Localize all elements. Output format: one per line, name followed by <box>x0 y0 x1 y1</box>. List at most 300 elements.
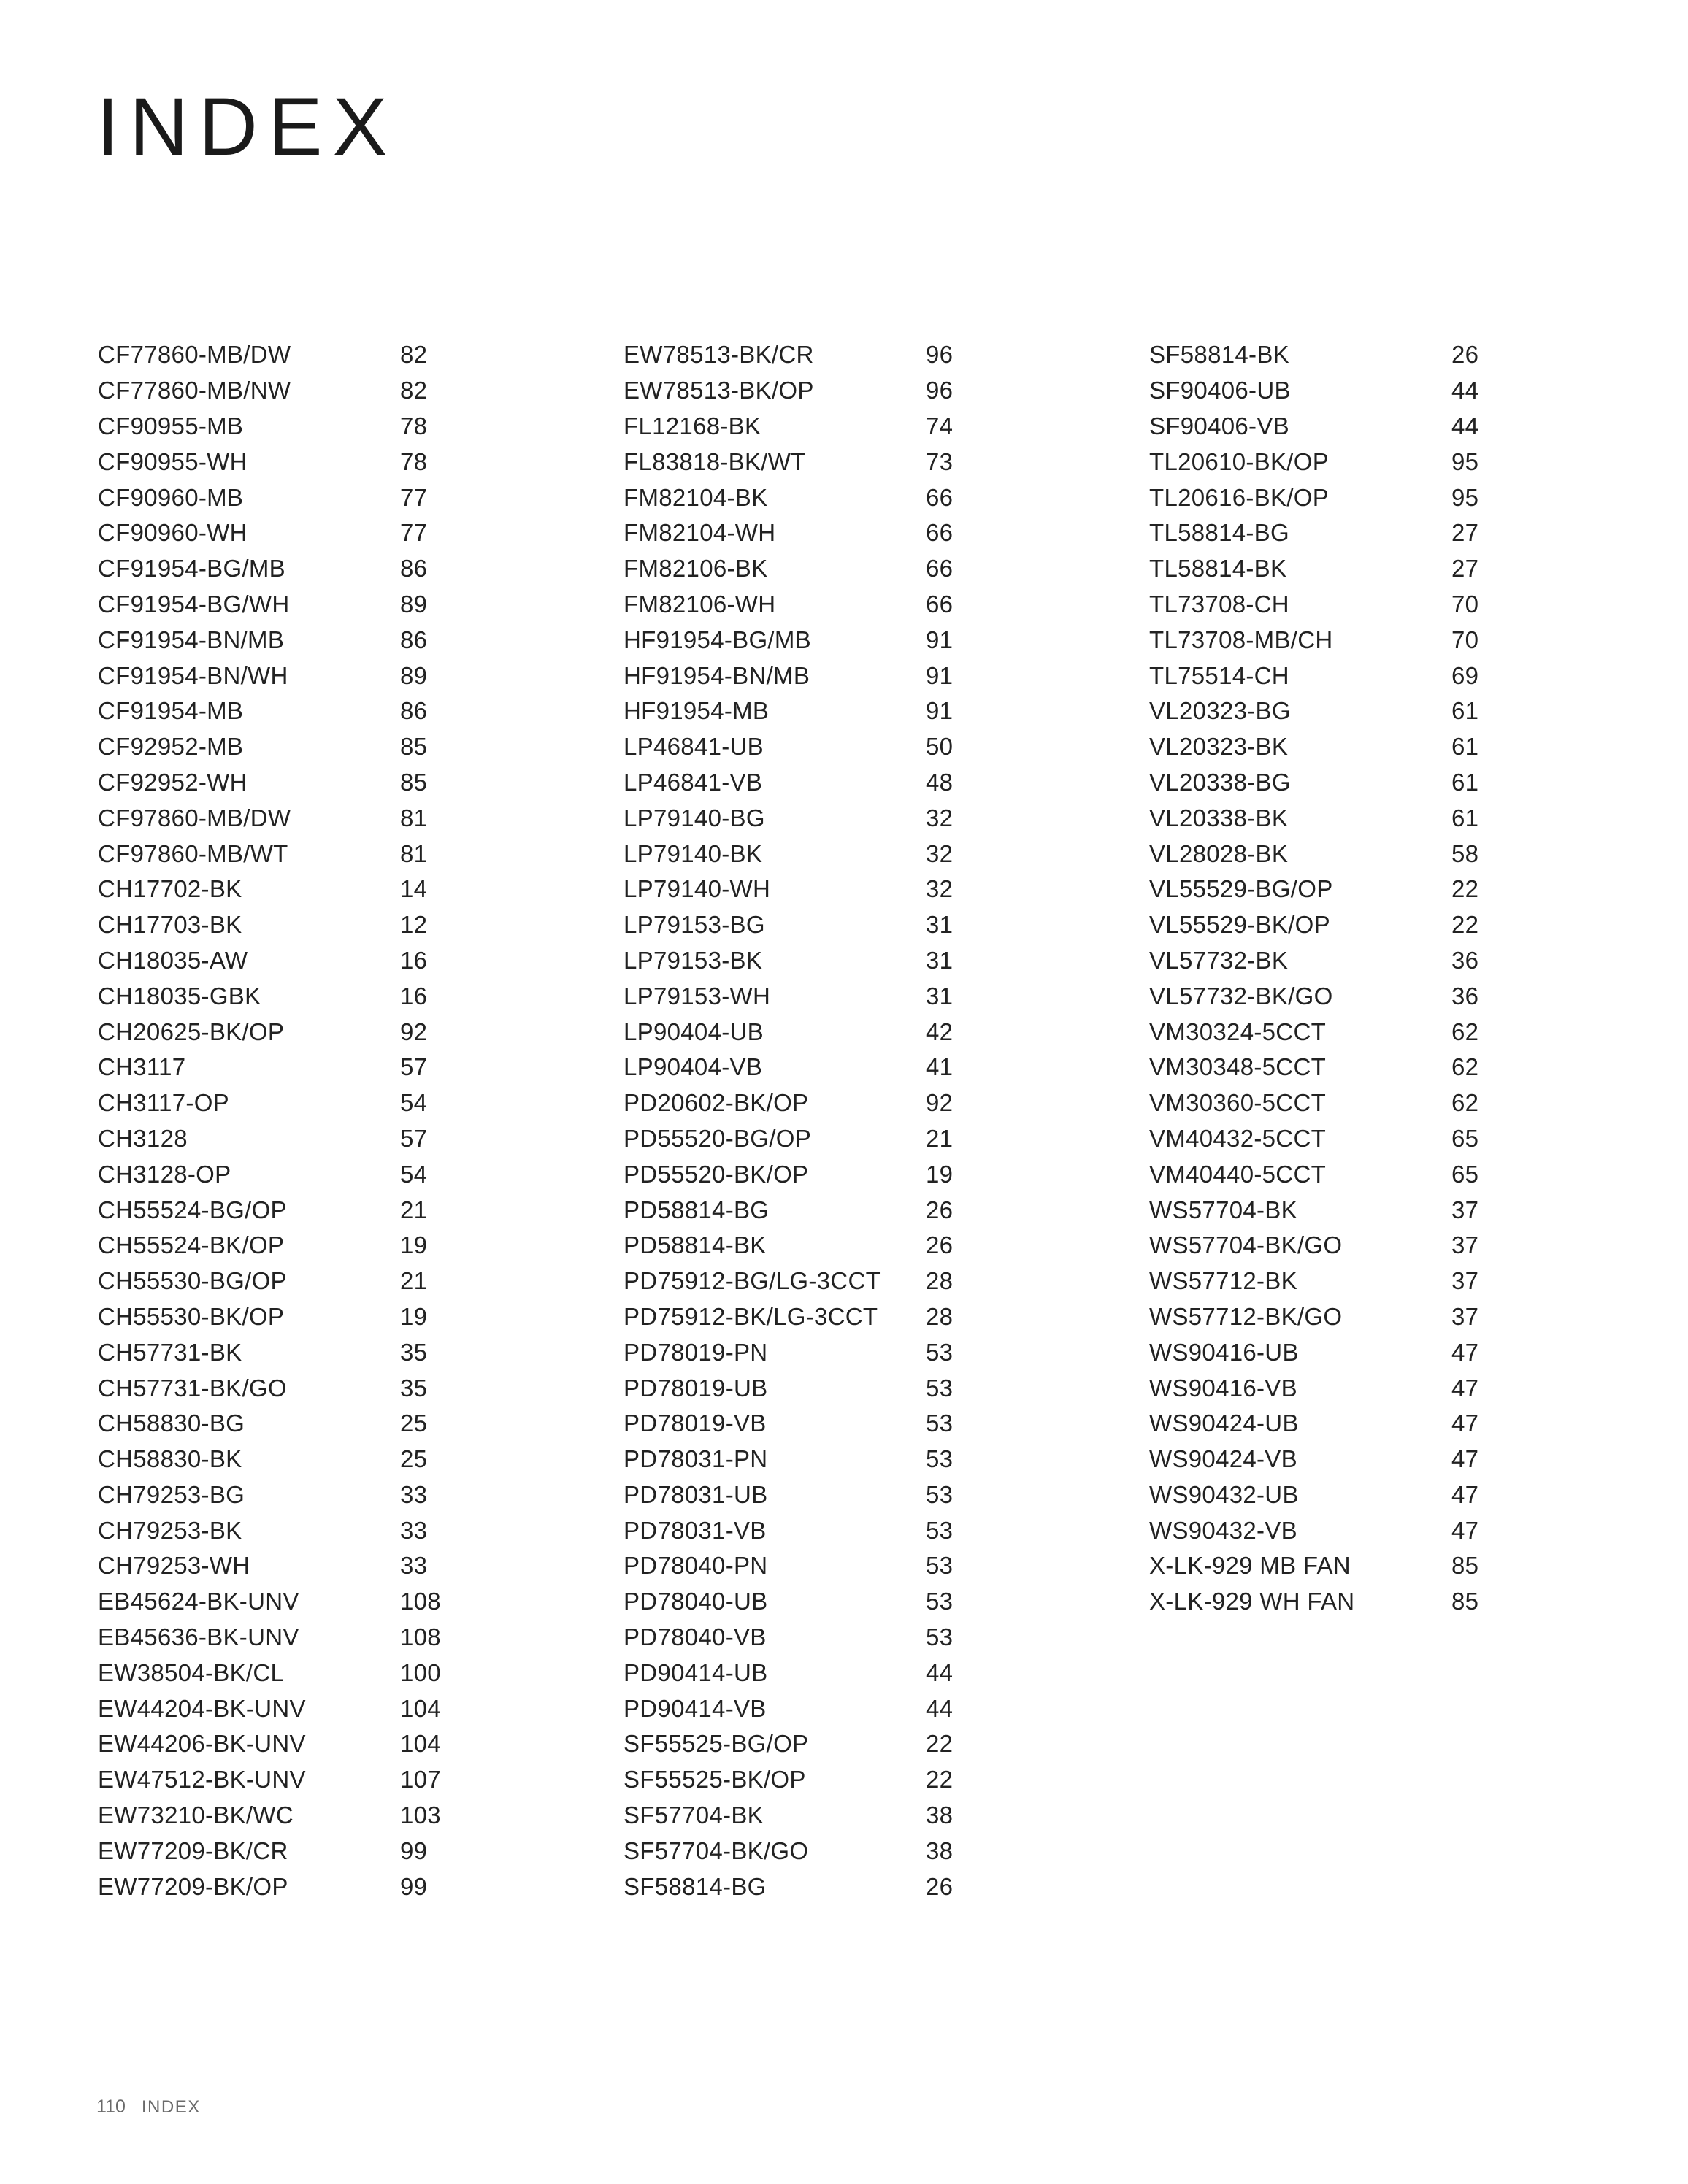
product-code: EW44204-BK-UNV <box>98 1694 306 1722</box>
product-code: FL83818-BK/WT <box>624 447 806 475</box>
product-code: CF92952-WH <box>98 768 248 796</box>
index-entry <box>624 693 1105 729</box>
product-code: X-LK-929 MB FAN <box>1149 1552 1351 1580</box>
index-entry <box>1149 1442 1631 1477</box>
page-reference: 38 <box>926 1837 954 1864</box>
index-entry <box>624 1691 1105 1726</box>
product-code: PD78031-VB <box>624 1516 767 1544</box>
page-reference: 54 <box>400 1089 428 1117</box>
page-reference: 37 <box>1451 1302 1479 1330</box>
page-reference: 19 <box>400 1302 428 1330</box>
product-code: X-LK-929 WH FAN <box>1149 1588 1355 1615</box>
page-reference: 62 <box>1451 1089 1479 1117</box>
index-entry <box>624 765 1105 801</box>
product-code: CH55530-BG/OP <box>98 1267 287 1295</box>
product-code: WS57712-BK <box>1149 1267 1297 1295</box>
product-code: CF91954-BN/MB <box>98 626 285 653</box>
product-code: PD58814-BK <box>624 1231 767 1259</box>
page-reference: 66 <box>926 590 954 618</box>
index-entry <box>624 1655 1105 1691</box>
index-entry <box>624 1584 1105 1620</box>
product-code: PD90414-VB <box>624 1694 767 1722</box>
product-code: CF97860-MB/DW <box>98 804 291 831</box>
product-code: TL73708-MB/CH <box>1149 626 1333 653</box>
index-entry <box>98 978 580 1014</box>
page-reference: 86 <box>400 555 428 582</box>
index-entry <box>624 1512 1105 1548</box>
index-entry <box>624 409 1105 445</box>
page-reference: 96 <box>926 377 954 404</box>
index-entry <box>98 1228 580 1264</box>
index-entry <box>624 622 1105 658</box>
product-code: LP46841-VB <box>624 768 763 796</box>
product-code: TL58814-BG <box>1149 519 1289 547</box>
index-entry <box>1149 1121 1631 1157</box>
page-reference: 44 <box>926 1658 954 1686</box>
product-code: CH3117 <box>98 1053 186 1081</box>
page-reference: 81 <box>400 804 428 831</box>
index-entry <box>624 1192 1105 1228</box>
product-code: CH3128 <box>98 1124 188 1152</box>
index-entry <box>98 1798 580 1834</box>
page-reference: 107 <box>400 1766 441 1793</box>
page-reference: 27 <box>1451 519 1479 547</box>
index-entry <box>624 1762 1105 1798</box>
product-code: EW78513-BK/OP <box>624 377 814 404</box>
product-code: TL58814-BK <box>1149 555 1287 582</box>
product-code: PD78040-UB <box>624 1588 768 1615</box>
page-reference: 57 <box>400 1124 428 1152</box>
product-code: SF57704-BK <box>624 1802 764 1829</box>
page-reference: 70 <box>1451 590 1479 618</box>
page-reference: 77 <box>400 519 428 547</box>
page-reference: 66 <box>926 483 954 511</box>
product-code: VM30348-5CCT <box>1149 1053 1327 1081</box>
product-code: VL55529-BG/OP <box>1149 875 1333 903</box>
page-reference: 78 <box>400 412 428 439</box>
page-reference: 104 <box>400 1730 441 1758</box>
index-entry <box>1149 337 1631 373</box>
index-entry <box>98 1406 580 1442</box>
page-reference: 26 <box>926 1196 954 1223</box>
index-entry <box>98 1085 580 1121</box>
page-reference: 108 <box>400 1623 441 1651</box>
index-entry <box>98 1512 580 1548</box>
index-entry <box>98 836 580 872</box>
index-entry <box>98 515 580 551</box>
page-reference: 104 <box>400 1694 441 1722</box>
index-entry <box>624 1548 1105 1584</box>
index-entry <box>98 1442 580 1477</box>
page-reference: 37 <box>1451 1231 1479 1259</box>
page-reference: 47 <box>1451 1480 1479 1508</box>
product-code: CH79253-BK <box>98 1516 242 1544</box>
page-reference: 82 <box>400 341 428 369</box>
product-code: WS90432-VB <box>1149 1516 1297 1544</box>
page-reference: 53 <box>926 1516 954 1544</box>
index-entry <box>624 444 1105 480</box>
product-code: LP79140-BK <box>624 839 763 867</box>
index-entry <box>624 1442 1105 1477</box>
page-reference: 91 <box>926 626 954 653</box>
product-code: SF58814-BG <box>624 1872 767 1900</box>
page-reference: 53 <box>926 1588 954 1615</box>
index-entry <box>98 551 580 587</box>
page-reference: 53 <box>926 1552 954 1580</box>
product-code: CF91954-BG/WH <box>98 590 290 618</box>
product-code: PD78031-PN <box>624 1445 768 1473</box>
index-entry <box>1149 729 1631 765</box>
index-entry <box>1149 872 1631 907</box>
product-code: VL20338-BK <box>1149 804 1289 831</box>
page-reference: 25 <box>400 1445 428 1473</box>
index-entry <box>98 729 580 765</box>
page-reference: 69 <box>1451 661 1479 689</box>
page-reference: 41 <box>926 1053 954 1081</box>
index-entry <box>624 1726 1105 1762</box>
page-reference: 27 <box>1451 555 1479 582</box>
product-code: CF91954-BN/WH <box>98 661 288 689</box>
page-reference: 37 <box>1451 1196 1479 1223</box>
product-code: CF90955-MB <box>98 412 244 439</box>
index-entry <box>1149 409 1631 445</box>
index-entry <box>98 337 580 373</box>
product-code: CH58830-BG <box>98 1410 245 1437</box>
product-code: VL20323-BK <box>1149 733 1289 761</box>
product-code: CF92952-MB <box>98 733 244 761</box>
product-code: CF97860-MB/WT <box>98 839 288 867</box>
index-entry <box>98 1370 580 1406</box>
product-code: EW38504-BK/CL <box>98 1658 285 1686</box>
product-code: PD20602-BK/OP <box>624 1089 809 1117</box>
product-code: CF90960-WH <box>98 519 248 547</box>
product-code: CF90960-MB <box>98 483 244 511</box>
index-entry <box>98 765 580 801</box>
index-entry <box>624 1156 1105 1192</box>
product-code: PD78019-VB <box>624 1410 767 1437</box>
product-code: CF91954-MB <box>98 697 244 725</box>
index-entry <box>624 1228 1105 1264</box>
index-entry <box>98 480 580 515</box>
index-entry <box>1149 551 1631 587</box>
page-reference: 28 <box>926 1302 954 1330</box>
product-code: FM82106-BK <box>624 555 768 582</box>
page-reference: 89 <box>400 661 428 689</box>
page-reference: 85 <box>1451 1588 1479 1615</box>
index-entry <box>1149 1085 1631 1121</box>
page-reference: 85 <box>400 768 428 796</box>
page-reference: 92 <box>926 1089 954 1117</box>
index-entry <box>98 1833 580 1869</box>
index-entry <box>1149 765 1631 801</box>
index-entry <box>1149 515 1631 551</box>
page-reference: 44 <box>1451 412 1479 439</box>
index-entry <box>1149 800 1631 836</box>
index-entry <box>1149 1548 1631 1584</box>
product-code: FM82106-WH <box>624 590 776 618</box>
page-reference: 12 <box>400 911 428 939</box>
page-reference: 92 <box>400 1018 428 1045</box>
page-reference: 62 <box>1451 1053 1479 1081</box>
index-entry <box>98 622 580 658</box>
page-reference: 95 <box>1451 483 1479 511</box>
page-reference: 95 <box>1451 447 1479 475</box>
index-entry <box>1149 836 1631 872</box>
product-code: CH79253-WH <box>98 1552 250 1580</box>
product-code: LP79140-BG <box>624 804 765 831</box>
page-reference: 32 <box>926 839 954 867</box>
product-code: CH55524-BG/OP <box>98 1196 287 1223</box>
page-reference: 86 <box>400 626 428 653</box>
index-entry <box>98 1156 580 1192</box>
product-code: PD78040-PN <box>624 1552 768 1580</box>
page-reference: 44 <box>1451 377 1479 404</box>
index-entry <box>624 587 1105 623</box>
product-code: CH57731-BK <box>98 1338 242 1366</box>
index-entry <box>98 1548 580 1584</box>
page-reference: 66 <box>926 519 954 547</box>
index-entry <box>1149 480 1631 515</box>
page-reference: 22 <box>926 1730 954 1758</box>
page-reference: 16 <box>400 946 428 974</box>
page-reference: 19 <box>400 1231 428 1259</box>
index-entry <box>624 1370 1105 1406</box>
product-code: TL75514-CH <box>1149 661 1289 689</box>
index-entry <box>624 515 1105 551</box>
page-reference: 108 <box>400 1588 441 1615</box>
page-reference: 47 <box>1451 1445 1479 1473</box>
page-reference: 61 <box>1451 804 1479 831</box>
index-entry <box>624 1833 1105 1869</box>
index-entry <box>624 1299 1105 1335</box>
index-entry <box>1149 587 1631 623</box>
product-code: CH58830-BK <box>98 1445 242 1473</box>
page-reference: 47 <box>1451 1516 1479 1544</box>
index-entry <box>1149 1192 1631 1228</box>
index-entry <box>98 872 580 907</box>
page-reference: 36 <box>1451 982 1479 1010</box>
page-reference: 103 <box>400 1802 441 1829</box>
product-code: LP79153-WH <box>624 982 771 1010</box>
page-reference: 70 <box>1451 626 1479 653</box>
index-entry <box>1149 1264 1631 1299</box>
product-code: LP90404-UB <box>624 1018 764 1045</box>
page-reference: 19 <box>926 1160 954 1188</box>
product-code: CH20625-BK/OP <box>98 1018 285 1045</box>
page-reference: 22 <box>1451 875 1479 903</box>
index-entry <box>624 729 1105 765</box>
product-code: VL55529-BK/OP <box>1149 911 1330 939</box>
product-code: TL73708-CH <box>1149 590 1289 618</box>
page-reference: 86 <box>400 697 428 725</box>
page-reference: 35 <box>400 1374 428 1401</box>
product-code: FM82104-WH <box>624 519 776 547</box>
product-code: VM40432-5CCT <box>1149 1124 1327 1152</box>
page-reference: 47 <box>1451 1410 1479 1437</box>
index-entry <box>1149 978 1631 1014</box>
index-entry <box>1149 1512 1631 1548</box>
product-code: SF57704-BK/GO <box>624 1837 809 1864</box>
product-code: FM82104-BK <box>624 483 768 511</box>
product-code: PD55520-BK/OP <box>624 1160 809 1188</box>
index-entry <box>98 1050 580 1085</box>
product-code: HF91954-MB <box>624 697 770 725</box>
index-entry <box>1149 373 1631 409</box>
page-reference: 21 <box>400 1267 428 1295</box>
page-reference: 99 <box>400 1837 428 1864</box>
footer-section-label: INDEX <box>141 2097 201 2117</box>
page-reference: 85 <box>1451 1552 1479 1580</box>
index-entry <box>1149 1299 1631 1335</box>
page-reference: 33 <box>400 1552 428 1580</box>
page-reference: 91 <box>926 661 954 689</box>
index-entry <box>624 907 1105 943</box>
product-code: HF91954-BG/MB <box>624 626 811 653</box>
product-code: WS90416-UB <box>1149 1338 1299 1366</box>
product-code: VL20338-BG <box>1149 768 1291 796</box>
product-code: CH18035-AW <box>98 946 248 974</box>
index-entry <box>1149 1477 1631 1513</box>
product-code: WS57704-BK/GO <box>1149 1231 1343 1259</box>
product-code: CH55524-BK/OP <box>98 1231 285 1259</box>
index-entry <box>98 1264 580 1299</box>
index-entry <box>624 1334 1105 1370</box>
product-code: EW73210-BK/WC <box>98 1802 294 1829</box>
product-code: SF55525-BK/OP <box>624 1766 806 1793</box>
index-entry <box>1149 693 1631 729</box>
index-entry <box>1149 1334 1631 1370</box>
page-reference: 89 <box>400 590 428 618</box>
product-code: WS90416-VB <box>1149 1374 1297 1401</box>
index-entry <box>624 1264 1105 1299</box>
index-entry <box>624 373 1105 409</box>
product-code: WS90424-VB <box>1149 1445 1297 1473</box>
index-entry <box>98 800 580 836</box>
product-code: WS90432-UB <box>1149 1480 1299 1508</box>
product-code: VL57732-BK/GO <box>1149 982 1333 1010</box>
index-column-3 <box>1149 337 1631 1620</box>
index-entry <box>98 907 580 943</box>
product-code: WS57712-BK/GO <box>1149 1302 1343 1330</box>
index-entry <box>1149 1370 1631 1406</box>
index-entry <box>98 587 580 623</box>
page-reference: 31 <box>926 911 954 939</box>
product-code: PD90414-UB <box>624 1658 768 1686</box>
product-code: CH3128-OP <box>98 1160 231 1188</box>
page-reference: 53 <box>926 1480 954 1508</box>
product-code: LP79153-BG <box>624 911 765 939</box>
product-code: EW44206-BK-UNV <box>98 1730 306 1758</box>
page-reference: 31 <box>926 946 954 974</box>
product-code: VM40440-5CCT <box>1149 1160 1327 1188</box>
product-code: EW77209-BK/CR <box>98 1837 288 1864</box>
page-reference: 26 <box>1451 341 1479 369</box>
product-code: TL20610-BK/OP <box>1149 447 1330 475</box>
product-code: CF77860-MB/NW <box>98 377 291 404</box>
page-reference: 33 <box>400 1480 428 1508</box>
index-entry <box>98 409 580 445</box>
index-entry <box>624 943 1105 979</box>
product-code: SF90406-VB <box>1149 412 1289 439</box>
page-reference: 26 <box>926 1231 954 1259</box>
index-entry <box>624 1798 1105 1834</box>
index-entry <box>624 337 1105 373</box>
index-entry <box>624 872 1105 907</box>
index-entry <box>98 1334 580 1370</box>
index-entry <box>1149 444 1631 480</box>
product-code: CH17703-BK <box>98 911 242 939</box>
index-column-1 <box>98 337 580 1904</box>
index-entry <box>98 1869 580 1904</box>
product-code: PD75912-BG/LG-3CCT <box>624 1267 881 1295</box>
index-entry <box>624 1085 1105 1121</box>
index-entry <box>624 1620 1105 1656</box>
page-reference: 78 <box>400 447 428 475</box>
product-code: CH17702-BK <box>98 875 242 903</box>
index-entry <box>98 1121 580 1157</box>
page-reference: 54 <box>400 1160 428 1188</box>
page-footer <box>96 2096 201 2118</box>
product-code: CH57731-BK/GO <box>98 1374 287 1401</box>
page-reference: 66 <box>926 555 954 582</box>
index-entry <box>1149 1406 1631 1442</box>
product-code: WS57704-BK <box>1149 1196 1297 1223</box>
product-code: VL20323-BG <box>1149 697 1291 725</box>
footer-page-number: 110 <box>96 2096 126 2117</box>
product-code: LP90404-VB <box>624 1053 763 1081</box>
page-reference: 22 <box>1451 911 1479 939</box>
index-entry <box>624 1406 1105 1442</box>
product-code: FL12168-BK <box>624 412 761 439</box>
page-reference: 21 <box>926 1124 954 1152</box>
page-reference: 65 <box>1451 1160 1479 1188</box>
index-entry <box>624 1869 1105 1904</box>
page-reference: 53 <box>926 1410 954 1437</box>
product-code: EW77209-BK/OP <box>98 1872 288 1900</box>
product-code: VM30360-5CCT <box>1149 1089 1327 1117</box>
index-entry <box>1149 1156 1631 1192</box>
page-reference: 57 <box>400 1053 428 1081</box>
product-code: LP79140-WH <box>624 875 771 903</box>
product-code: PD78031-UB <box>624 1480 768 1508</box>
index-entry <box>624 1050 1105 1085</box>
index-entry <box>1149 943 1631 979</box>
product-code: LP46841-UB <box>624 733 764 761</box>
index-entry <box>98 658 580 693</box>
page-reference: 65 <box>1451 1124 1479 1152</box>
index-entry <box>98 1299 580 1335</box>
page-reference: 77 <box>400 483 428 511</box>
product-code: CH3117-OP <box>98 1089 229 1117</box>
page-reference: 38 <box>926 1802 954 1829</box>
page-reference: 91 <box>926 697 954 725</box>
product-code: HF91954-BN/MB <box>624 661 810 689</box>
page-reference: 61 <box>1451 733 1479 761</box>
product-code: EB45636-BK-UNV <box>98 1623 299 1651</box>
page-reference: 28 <box>926 1267 954 1295</box>
page-reference: 82 <box>400 377 428 404</box>
page-reference: 96 <box>926 341 954 369</box>
page-reference: 16 <box>400 982 428 1010</box>
product-code: LP79153-BK <box>624 946 763 974</box>
index-entry <box>624 1477 1105 1513</box>
index-entry <box>624 480 1105 515</box>
page-reference: 25 <box>400 1410 428 1437</box>
page-reference: 47 <box>1451 1338 1479 1366</box>
product-code: VL28028-BK <box>1149 839 1289 867</box>
page-reference: 42 <box>926 1018 954 1045</box>
index-entry <box>1149 1228 1631 1264</box>
